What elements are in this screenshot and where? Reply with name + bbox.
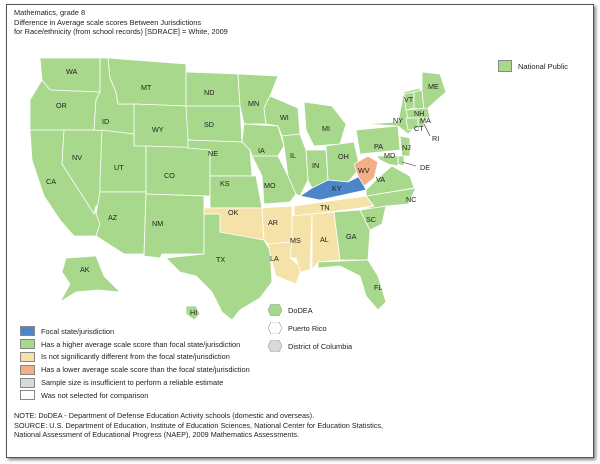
state-az[interactable]	[96, 192, 146, 254]
state-label-ks: KS	[220, 179, 230, 188]
state-label-tn: TN	[320, 203, 330, 212]
state-label-ar: AR	[268, 218, 278, 227]
legend-item-lower	[20, 363, 250, 376]
state-label-ms: MS	[290, 236, 301, 245]
state-label-ky: KY	[332, 184, 342, 193]
state-label-in: IN	[312, 161, 320, 170]
state-label-mo: MO	[264, 181, 276, 190]
state-label-wa: WA	[66, 67, 78, 76]
state-label-wy: WY	[152, 125, 164, 134]
legend-item-focal	[20, 325, 250, 338]
legend-label: Was not selected for comparison	[41, 390, 149, 400]
state-label-al: AL	[320, 235, 329, 244]
title-line-2: Difference in Average scale scores Between Jurisdictions	[14, 17, 202, 27]
state-de[interactable]	[398, 156, 404, 166]
state-label-id: ID	[102, 117, 110, 126]
legend-item-not-sig	[20, 351, 250, 364]
district-of-columbia-hex-icon	[268, 340, 282, 352]
legend-swatch	[20, 326, 35, 336]
state-label-pa: PA	[374, 142, 384, 151]
legend	[20, 325, 250, 402]
state-mt[interactable]	[108, 58, 186, 106]
state-label-nj: NJ	[402, 143, 411, 152]
state-label-ri: RI	[432, 134, 440, 143]
dodea-legend	[268, 304, 313, 316]
district-of-columbia-label: District of Columbia	[288, 341, 353, 351]
dodea-label: DoDEA	[288, 305, 313, 315]
source-line-1: SOURCE: U.S. Department of Education, Institute of Education Sciences, National Center for Education Statistics,	[14, 420, 384, 430]
state-label-mt: MT	[141, 83, 152, 92]
legend-item-higher	[20, 338, 250, 351]
puerto-rico-legend	[268, 322, 327, 334]
state-label-va: VA	[376, 175, 386, 184]
legend-swatch	[20, 365, 35, 375]
state-label-ny: NY	[393, 116, 403, 125]
legend-swatch	[20, 352, 35, 362]
state-label-or: OR	[56, 101, 67, 110]
state-label-me: ME	[428, 82, 439, 91]
title-line-1: Mathematics, grade 8	[14, 8, 86, 17]
state-label-fl: FL	[374, 283, 383, 292]
state-oh[interactable]	[326, 142, 360, 182]
state-label-nv: NV	[72, 153, 82, 162]
source-line-2: National Assessment of Educational Progress (NAEP), 2009 Mathematics Assessments.	[14, 430, 300, 440]
state-label-ca: CA	[46, 177, 56, 186]
state-sd[interactable]	[186, 106, 242, 142]
state-label-sd: SD	[204, 120, 214, 129]
state-label-nm: NM	[152, 219, 164, 228]
legend-label: Focal state/jurisdiction	[41, 326, 115, 336]
state-label-oh: OH	[338, 152, 349, 161]
legend-swatch	[20, 378, 35, 388]
state-label-ne: NE	[208, 149, 218, 158]
national-public-label: National Public	[518, 61, 569, 71]
state-label-mn: MN	[248, 99, 260, 108]
state-label-ak: AK	[80, 265, 90, 274]
state-ak[interactable]	[60, 256, 120, 302]
state-label-ga: GA	[346, 232, 357, 241]
national-public-swatch	[498, 60, 512, 72]
state-label-md: MD	[384, 151, 396, 160]
legend-item-not-selected	[20, 389, 250, 402]
state-label-tx: TX	[216, 255, 226, 264]
state-ks[interactable]	[210, 176, 262, 208]
legend-label: Has a higher average scale score than focal state/jurisdiction	[41, 339, 241, 349]
state-label-la: LA	[270, 254, 279, 263]
dodea-hex-icon	[268, 304, 282, 316]
legend-swatch	[20, 390, 35, 400]
state-label-ok: OK	[228, 208, 239, 217]
state-label-nc: NC	[406, 195, 417, 204]
state-label-ia: IA	[258, 146, 265, 155]
legend-item-insufficient	[20, 376, 250, 389]
state-label-ct: CT	[414, 124, 424, 133]
state-label-ma: MA	[420, 116, 431, 125]
state-label-de: DE	[420, 163, 430, 172]
state-label-mi: MI	[322, 124, 330, 133]
legend-swatch	[20, 339, 35, 349]
state-label-nh: NH	[414, 109, 425, 118]
state-co[interactable]	[146, 146, 210, 196]
legend-label: Sample size is insufficient to perform a reliable estimate	[41, 378, 224, 388]
state-label-wv: WV	[358, 166, 370, 175]
district-of-columbia-legend	[268, 340, 352, 352]
note-line-1: NOTE: DoDEA - Department of Defense Education Activity schools (domestic and overseas).	[14, 411, 315, 420]
state-me[interactable]	[422, 72, 446, 110]
puerto-rico-hex-icon	[268, 322, 282, 334]
state-label-hi: HI	[190, 308, 198, 317]
state-label-wi: WI	[280, 113, 289, 122]
state-label-il: IL	[290, 151, 296, 160]
state-label-co: CO	[164, 171, 175, 180]
state-label-az: AZ	[108, 213, 118, 222]
legend-label: Has a lower average scale score than the focal state/jurisdiction	[41, 365, 250, 375]
state-label-ut: UT	[114, 163, 124, 172]
leader-line-ri	[424, 124, 430, 136]
state-label-sc: SC	[366, 215, 376, 224]
puerto-rico-label: Puerto Rico	[288, 323, 327, 333]
title-line-3: for Race/ethnicity (from school records) [SDRACE] = White, 2009	[14, 27, 228, 36]
legend-label: Is not significantly different from the focal state/jurisdiction	[41, 352, 230, 362]
national-public-legend	[498, 60, 568, 72]
state-label-nd: ND	[204, 88, 215, 97]
notes	[14, 411, 383, 440]
state-label-vt: VT	[404, 95, 414, 104]
